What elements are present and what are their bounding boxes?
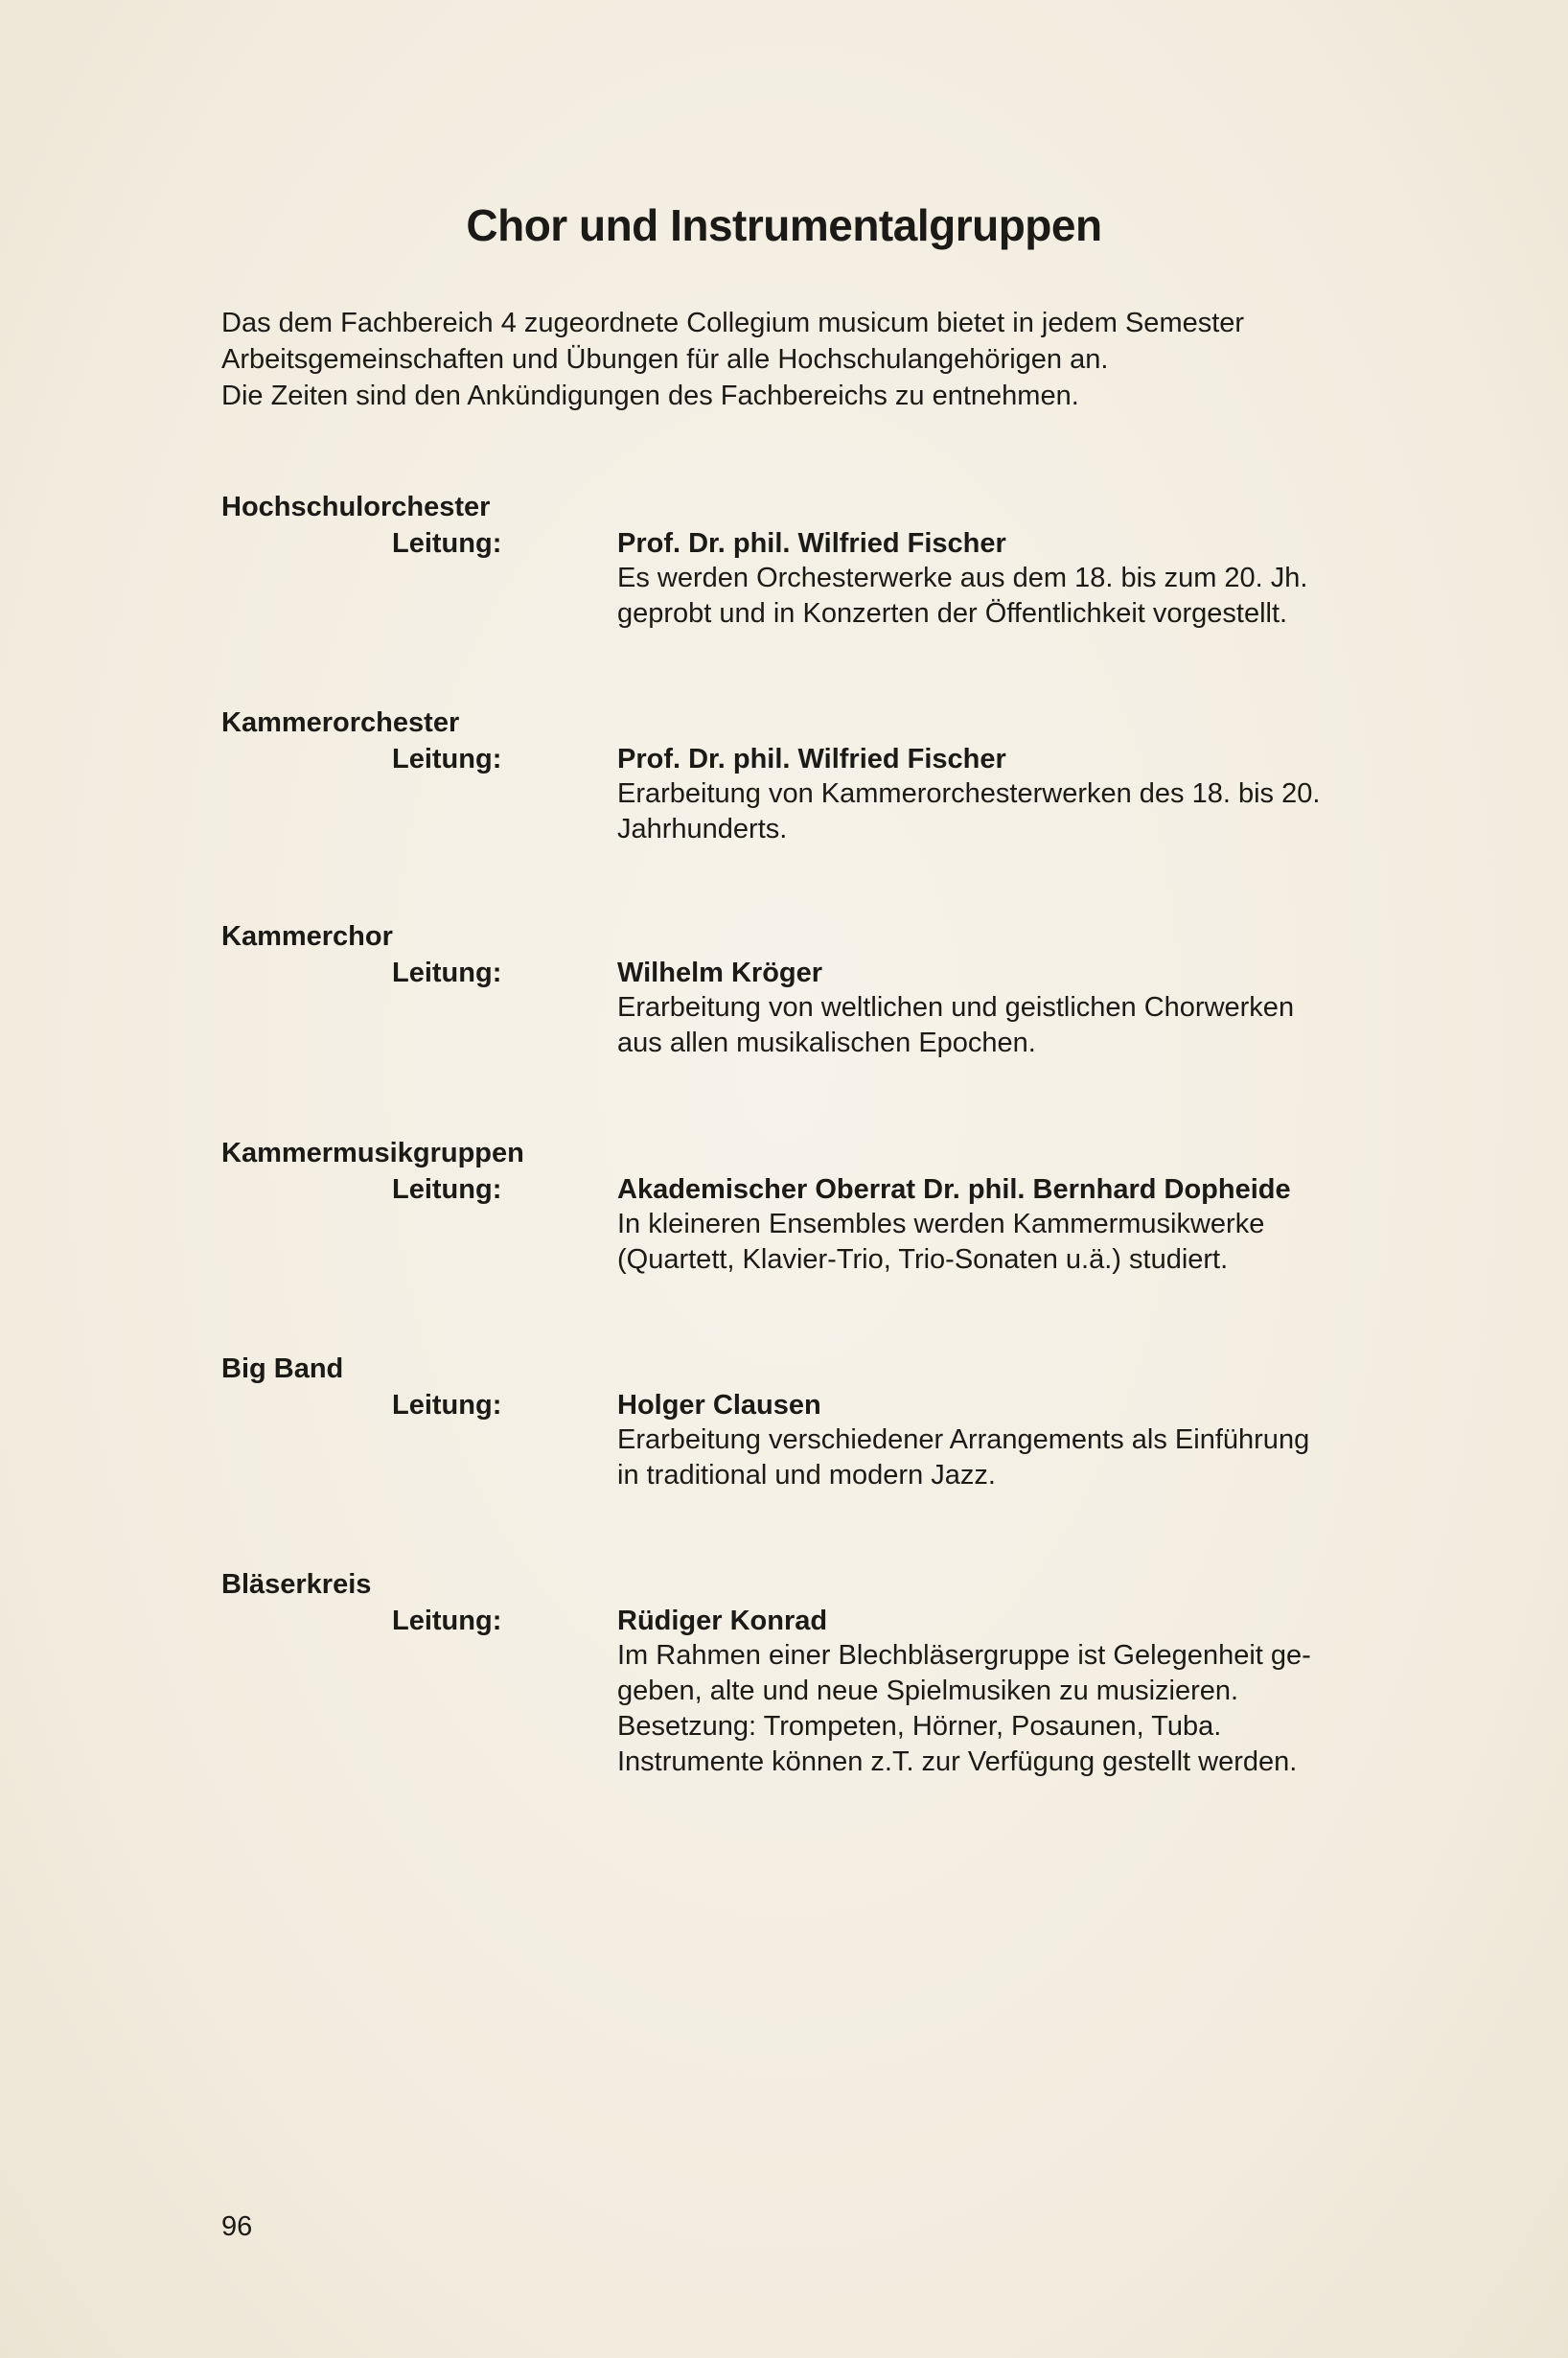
group-entry-kammerorchester xyxy=(221,705,1467,844)
group-leader: Akademischer Oberrat Dr. phil. Bernhard Dopheide xyxy=(617,1174,1291,1205)
group-description xyxy=(617,776,1320,847)
description-line: Erarbeitung von Kammerorchesterwerken des 18. bis 20. xyxy=(617,778,1321,809)
leitung-label: Leitung: xyxy=(392,1174,502,1205)
description-line: Erarbeitung von weltlichen und geistlichen Chorwerken xyxy=(617,992,1295,1023)
group-name: Kammermusikgruppen xyxy=(221,1138,524,1168)
group-leader: Prof. Dr. phil. Wilfried Fischer xyxy=(617,528,1006,559)
description-line: geben, alte und neue Spielmusiken zu musizieren. xyxy=(617,1676,1239,1706)
page-title: Chor und Instrumentalgruppen xyxy=(466,200,1102,250)
group-name: Big Band xyxy=(221,1353,344,1384)
group-description xyxy=(617,1638,1311,1780)
description-line: Es werden Orchesterwerke aus dem 18. bis zum 20. Jh. xyxy=(617,563,1308,593)
group-entry-kammermusikgruppen xyxy=(221,1135,1467,1275)
group-entry-blaeserkreis xyxy=(221,1566,1467,1777)
description-line: Jahrhunderts. xyxy=(617,814,788,844)
description-line: In kleineren Ensembles werden Kammermusikwerke xyxy=(617,1209,1265,1239)
leitung-label: Leitung: xyxy=(392,1390,502,1421)
group-name: Kammerorchester xyxy=(221,707,460,738)
group-name: Hochschulorchester xyxy=(221,492,491,522)
group-description xyxy=(617,990,1294,1061)
description-line: Erarbeitung verschiedener Arrangements als Einführung xyxy=(617,1424,1310,1455)
group-leader: Wilhelm Kröger xyxy=(617,958,823,988)
description-line: Instrumente können z.T. zur Verfügung gestellt werden. xyxy=(617,1746,1298,1777)
group-entry-hochschulorchester xyxy=(221,489,1467,629)
group-leader: Holger Clausen xyxy=(617,1390,821,1421)
group-name: Kammerchor xyxy=(221,921,393,952)
description-line: aus allen musikalischen Epochen. xyxy=(617,1028,1036,1058)
leitung-label: Leitung: xyxy=(392,1606,502,1636)
intro-line: Arbeitsgemeinschaften und Übungen für alle Hochschulangehörigen an. xyxy=(221,344,1109,375)
description-line: (Quartett, Klavier-Trio, Trio-Sonaten u.ä.) studiert. xyxy=(617,1244,1229,1275)
leitung-label: Leitung: xyxy=(392,528,502,559)
group-name: Bläserkreis xyxy=(221,1569,372,1600)
description-line: in traditional und modern Jazz. xyxy=(617,1460,996,1491)
group-leader: Rüdiger Konrad xyxy=(617,1606,828,1636)
description-line: geprobt und in Konzerten der Öffentlichkeit vorgestellt. xyxy=(617,598,1288,629)
page-number: 96 xyxy=(221,2211,253,2242)
intro-line: Das dem Fachbereich 4 zugeordnete Collegium musicum bietet in jedem Semester xyxy=(221,308,1245,338)
group-description xyxy=(617,561,1307,632)
description-line: Besetzung: Trompeten, Hörner, Posaunen, Tuba. xyxy=(617,1711,1222,1742)
group-entry-kammerchor xyxy=(221,918,1467,1058)
group-description xyxy=(617,1207,1264,1278)
intro-line: Die Zeiten sind den Ankündigungen des Fachbereichs zu entnehmen. xyxy=(221,381,1079,411)
group-description xyxy=(617,1422,1309,1493)
leitung-label: Leitung: xyxy=(392,958,502,988)
group-entry-big-band xyxy=(221,1351,1467,1491)
leitung-label: Leitung: xyxy=(392,744,502,774)
intro-paragraph xyxy=(221,305,1439,414)
description-line: Im Rahmen einer Blechbläsergruppe ist Gelegenheit ge- xyxy=(617,1640,1311,1671)
group-leader: Prof. Dr. phil. Wilfried Fischer xyxy=(617,744,1006,774)
